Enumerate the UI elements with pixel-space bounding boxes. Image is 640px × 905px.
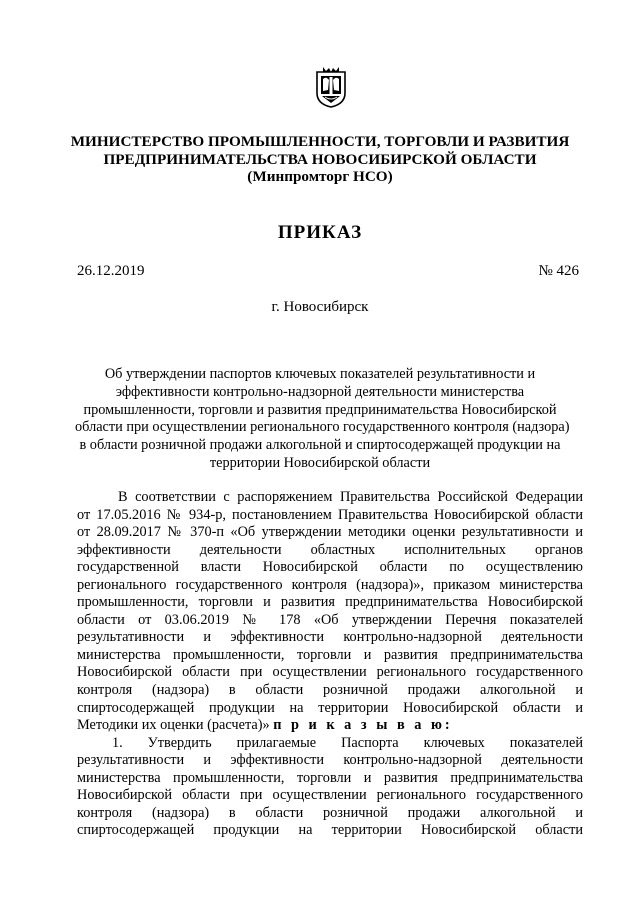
subject-line: Об утверждении паспортов ключевых показателей результативности и: [104, 366, 536, 382]
preamble-last-line: [77, 717, 583, 735]
item-1-line: контроля (надзора) в области розничной продажи алкогольной и: [77, 804, 583, 821]
decree-word: п р и к а з ы в а ю:: [273, 717, 453, 734]
preamble-line: результативности и эффективности контрольно-надзорной деятельности: [77, 629, 583, 646]
preamble-line: В соответствии с распоряжением Правительства Российской Федерации: [118, 489, 583, 505]
preamble-last-text: Методики их оценки (расчета)»: [77, 717, 270, 734]
preamble-line: спиртосодержащей продукции на территории Новосибирской области и: [77, 699, 583, 716]
item-1-line: спиртосодержащей продукции на территории Новосибирской области: [77, 822, 583, 839]
order-number: № 426: [538, 263, 579, 279]
item-1-line: Новосибирской области при осуществлении регионального государственного: [77, 787, 583, 804]
ministry-name-line-1: МИНИСТЕРСТВО ПРОМЫШЛЕННОСТИ, ТОРГОВЛИ И РАЗВИТИЯ: [70, 133, 570, 150]
subject-line: промышленности, торговли и развития предпринимательства Новосибирской: [83, 401, 557, 418]
preamble-line: министерства промышленности, торговли и развития предпринимательства: [77, 646, 583, 663]
document-title: ПРИКАЗ: [277, 222, 363, 243]
item-1-line: результативности и эффективности контрольно-надзорной деятельности: [77, 752, 583, 769]
ministry-short-name: (Минпромторг НСО): [247, 168, 393, 185]
order-body: [77, 489, 583, 840]
preamble-line: государственной власти Новосибирской области по осуществлению: [77, 559, 583, 576]
item-1-line: 1. Утвердить прилагаемые Паспорта ключевых показателей: [112, 734, 583, 751]
preamble-line: эффективности деятельности областных исполнительных органов: [77, 541, 583, 558]
preamble-line: промышленности, торговли и развития предпринимательства Новосибирской: [77, 594, 583, 611]
order-subject: [75, 366, 570, 473]
subject-line: эффективности контрольно-надзорной деятельности министерства: [115, 383, 525, 400]
coat-of-arms-emblem: [314, 66, 348, 108]
preamble-line: области от 03.06.2019 № 178 «Об утверждении Перечня показателей: [77, 611, 583, 628]
preamble-line: от 28.09.2017 № 370-п «Об утверждении методики оценки результативности и: [77, 524, 583, 541]
order-date: 26.12.2019: [77, 263, 145, 279]
preamble-line: регионального государственного контроля (надзора)», приказом министерства: [77, 576, 583, 593]
subject-line: области при осуществлении регионального государственного контроля (надзора): [75, 419, 570, 436]
order-city: г. Новосибирск: [271, 299, 369, 315]
preamble-line: контроля (надзора) в области розничной продажи алкогольной и: [77, 682, 583, 699]
preamble-line: от 17.05.2016 № 934-р, постановлением Правительства Новосибирской области: [77, 506, 583, 523]
ministry-name-line-2: ПРЕДПРИНИМАТЕЛЬСТВА НОВОСИБИРСКОЙ ОБЛАСТИ: [103, 150, 537, 168]
item-1-line: министерства промышленности, торговли и развития предпринимательства: [77, 769, 583, 786]
preamble-line: Новосибирской области при осуществлении регионального государственного: [77, 664, 583, 681]
ministry-name: [60, 133, 580, 186]
subject-line: территории Новосибирской области: [209, 454, 431, 471]
subject-line: в области розничной продажи алкогольной и спиртосодержащей продукции на: [79, 437, 561, 454]
